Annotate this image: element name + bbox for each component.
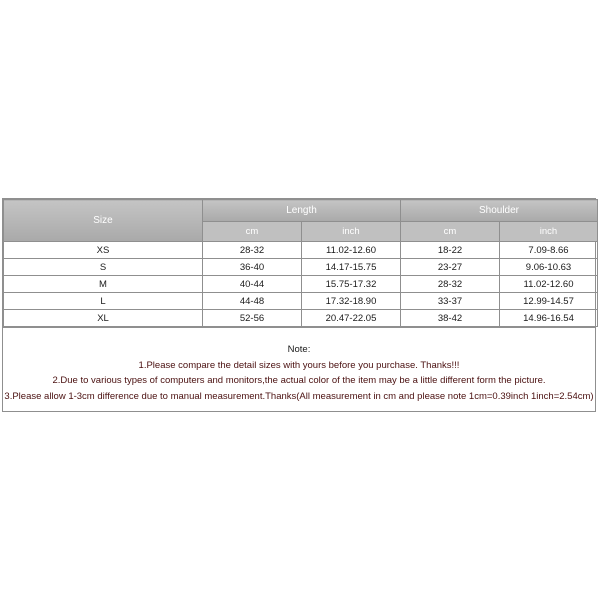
shoulder-inch-cell: 9.06-10.63 bbox=[500, 259, 598, 276]
shoulder-cm-cell: 28-32 bbox=[401, 276, 500, 293]
shoulder-inch-cell: 7.09-8.66 bbox=[500, 242, 598, 259]
size-chart bbox=[2, 198, 596, 412]
size-cell: S bbox=[4, 259, 203, 276]
length-inch-cell: 17.32-18.90 bbox=[302, 293, 401, 310]
size-cell: XL bbox=[4, 310, 203, 327]
size-cell: L bbox=[4, 293, 203, 310]
shoulder-cm-cell: 38-42 bbox=[401, 310, 500, 327]
shoulder-inch-header: inch bbox=[500, 222, 598, 242]
shoulder-cm-cell: 33-37 bbox=[401, 293, 500, 310]
table-row bbox=[4, 259, 598, 276]
length-inch-cell: 20.47-22.05 bbox=[302, 310, 401, 327]
size-column-header: Size bbox=[4, 200, 203, 242]
size-table bbox=[3, 199, 598, 327]
length-inch-header: inch bbox=[302, 222, 401, 242]
shoulder-inch-cell: 14.96-16.54 bbox=[500, 310, 598, 327]
length-inch-cell: 15.75-17.32 bbox=[302, 276, 401, 293]
table-header-row bbox=[4, 200, 598, 222]
length-cm-header: cm bbox=[203, 222, 302, 242]
shoulder-cm-header: cm bbox=[401, 222, 500, 242]
note-line: 2.Due to various types of computers and monitors,the actual color of the item may be a little different form the picture. bbox=[52, 375, 546, 386]
length-inch-cell: 14.17-15.75 bbox=[302, 259, 401, 276]
shoulder-inch-cell: 12.99-14.57 bbox=[500, 293, 598, 310]
shoulder-group-header: Shoulder bbox=[401, 200, 598, 222]
notes-title: Note: bbox=[287, 344, 311, 355]
length-cm-cell: 52-56 bbox=[203, 310, 302, 327]
note-line: 1.Please compare the detail sizes with yours before you purchase. Thanks!!! bbox=[138, 359, 460, 371]
length-cm-cell: 28-32 bbox=[203, 242, 302, 259]
table-row bbox=[4, 242, 598, 259]
size-cell: XS bbox=[4, 242, 203, 259]
notes-section bbox=[3, 327, 595, 411]
note-line: 3.Please allow 1-3cm difference due to manual measurement.Thanks(All measurement in cm and please note 1cm=0.39inch 1inch=2.54cm) bbox=[4, 390, 594, 402]
table-row bbox=[4, 276, 598, 293]
shoulder-cm-cell: 23-27 bbox=[401, 259, 500, 276]
length-cm-cell: 44-48 bbox=[203, 293, 302, 310]
length-cm-cell: 36-40 bbox=[203, 259, 302, 276]
table-row bbox=[4, 310, 598, 327]
shoulder-cm-cell: 18-22 bbox=[401, 242, 500, 259]
table-row bbox=[4, 293, 598, 310]
shoulder-inch-cell: 11.02-12.60 bbox=[500, 276, 598, 293]
length-group-header: Length bbox=[203, 200, 401, 222]
length-inch-cell: 11.02-12.60 bbox=[302, 242, 401, 259]
size-cell: M bbox=[4, 276, 203, 293]
length-cm-cell: 40-44 bbox=[203, 276, 302, 293]
